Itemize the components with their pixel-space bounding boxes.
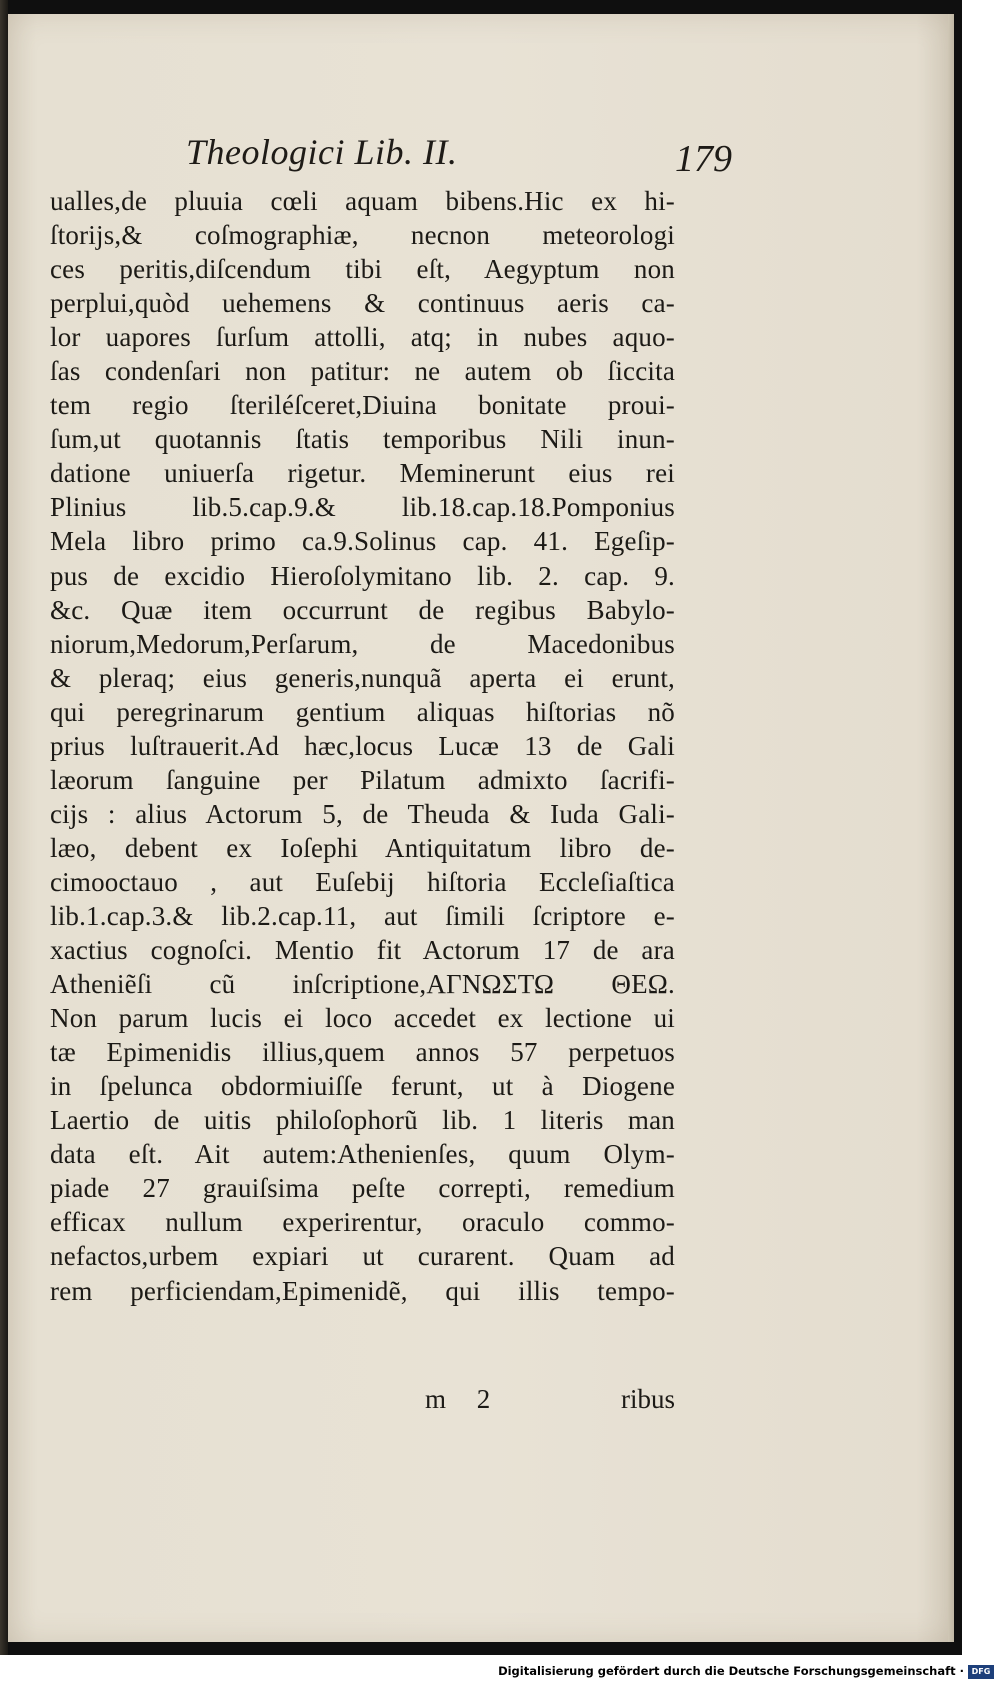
text-line: perplui,quòd uehemens & continuus aeris ca- xyxy=(50,288,675,319)
text-line: & pleraq; eius generis,nunquã aperta ei erunt, xyxy=(50,662,675,693)
text-line: in ſpelunca obdormiuiſſe ferunt, ut à Diogene xyxy=(50,1071,675,1102)
folio-number: 179 xyxy=(675,138,732,180)
text-line: &c. Quæ item occurrunt de regibus Babylo- xyxy=(50,594,675,625)
text-line: cimooctauo , aut Euſebij hiſtoria Eccleſiaſtica xyxy=(50,866,675,897)
signature-mark: m 2 xyxy=(425,1384,503,1414)
text-line: cijs : alius Actorum 5, de Theuda & Iuda Gali- xyxy=(50,798,675,829)
text-line: Non parum lucis ei loco accedet ex lectione ui xyxy=(50,1003,675,1034)
text-line: lor uapores ſurſum attolli, atq; in nubes aquo- xyxy=(50,322,675,353)
text-line: ſas condenſari non patitur: ne autem ob ſiccita xyxy=(50,356,675,387)
text-line: pus de excidio Hieroſolymitano lib. 2. cap. 9. xyxy=(50,560,675,591)
text-line: datione uniuerſa rigetur. Meminerunt eius rei xyxy=(50,458,675,489)
text-line: xactius cognoſci. Mentio fit Actorum 17 de ara xyxy=(50,935,675,966)
catchword: ribus xyxy=(621,1384,675,1414)
digitization-credit: Digitalisierung gefördert durch die Deutsche Forschungsgemeinschaft · xyxy=(498,1664,964,1678)
text-block xyxy=(50,184,675,1308)
text-line: læo, debent ex Ioſephi Antiquitatum libro de- xyxy=(50,832,675,863)
running-head: Theologici Lib. II. xyxy=(186,132,458,172)
text-line: rem perficiendam,Epimenidẽ, qui illis tempo- xyxy=(50,1275,675,1306)
dfg-logo: DFG xyxy=(968,1665,994,1679)
text-line: ſum,ut quotannis ſtatis temporibus Nili inun- xyxy=(50,424,675,455)
text-line: efficax nullum experirentur, oraculo commo- xyxy=(50,1207,675,1238)
text-line: prius luſtrauerit.Ad hæc,locus Lucæ 13 de Gali xyxy=(50,730,675,761)
text-line: Plinius lib.5.cap.9.& lib.18.cap.18.Pomponius xyxy=(50,492,675,523)
text-line: Laertio de uitis philoſophorũ lib. 1 literis man xyxy=(50,1105,675,1136)
text-line: læorum ſanguine per Pilatum admixto ſacrifi- xyxy=(50,764,675,795)
text-line: Atheniẽſi cũ inſcriptione,ΑΓΝΩΣΤΩ ΘΕΩ. xyxy=(50,969,675,1000)
text-line: ſtorijs,& coſmographiæ, necnon meteorologi xyxy=(50,220,675,251)
text-line: ces peritis,diſcendum tibi eſt, Aegyptum non xyxy=(50,254,675,285)
text-line: tem regio ſteriléſceret,Diuina bonitate proui- xyxy=(50,390,675,421)
text-line: qui peregrinarum gentium aliquas hiſtorias nõ xyxy=(50,696,675,727)
text-line: piade 27 grauiſsima peſte correpti, remedium xyxy=(50,1173,675,1204)
text-line: lib.1.cap.3.& lib.2.cap.11, aut ſimili ſcriptore e- xyxy=(50,900,675,931)
page-footer xyxy=(50,1384,675,1418)
page-header xyxy=(58,131,732,181)
text-line: nefactos,urbem expiari ut curarent. Quam ad xyxy=(50,1241,675,1272)
binding-gutter xyxy=(0,0,8,1655)
text-line: data eſt. Ait autem:Athenienſes, quum Olym- xyxy=(50,1139,675,1170)
text-line: niorum,Medorum,Perſarum, de Macedonibus xyxy=(50,628,675,659)
text-line: ualles,de pluuia cœli aquam bibens.Hic ex hi- xyxy=(50,186,675,216)
page-edge xyxy=(948,14,954,1642)
text-line: tæ Epimenidis illius,quem annos 57 perpetuos xyxy=(50,1037,675,1068)
text-line: Mela libro primo ca.9.Solinus cap. 41. Egeſip- xyxy=(50,526,675,557)
